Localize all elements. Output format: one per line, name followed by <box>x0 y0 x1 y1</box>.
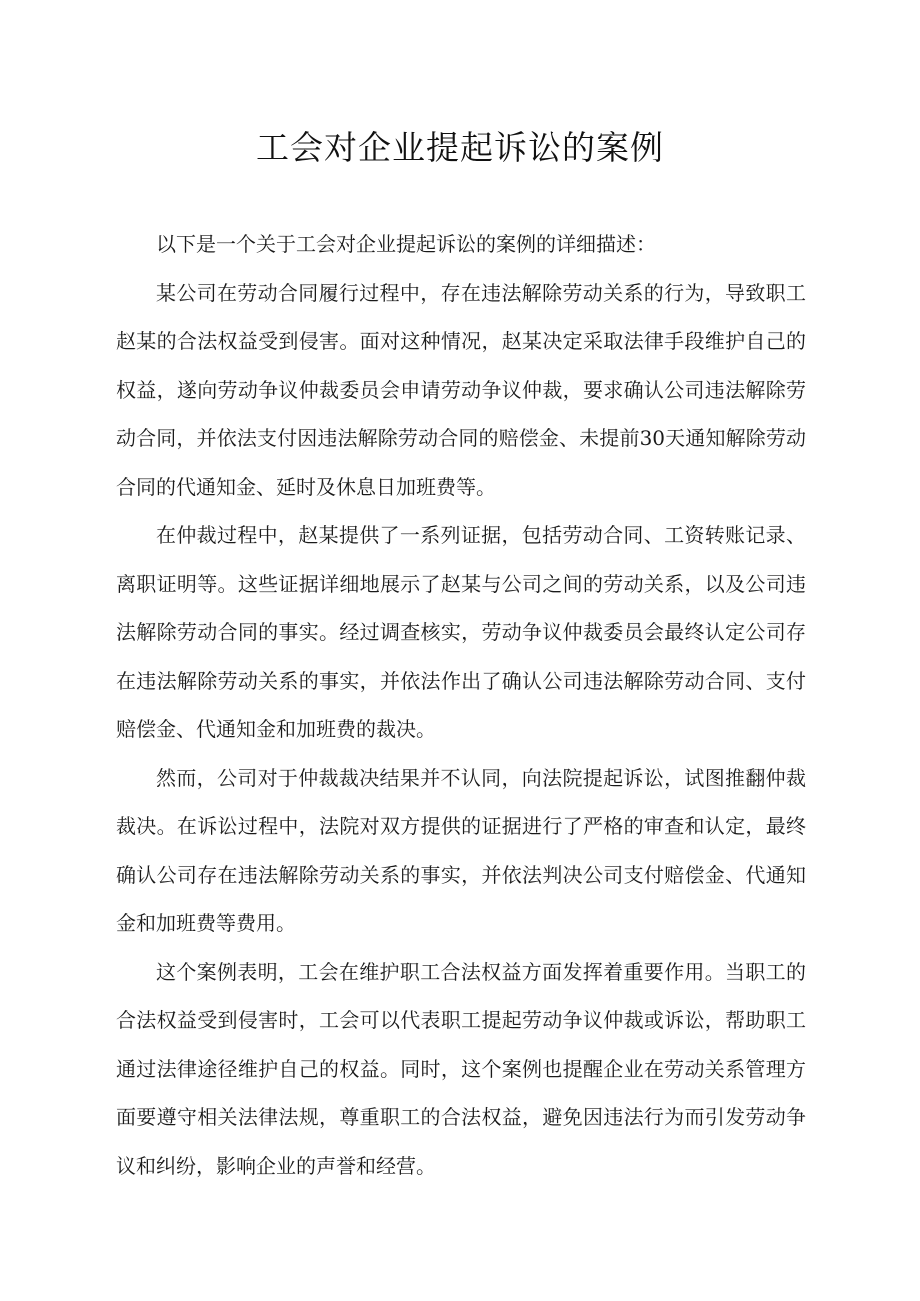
paragraph-litigation: 然而，公司对于仲裁裁决结果并不认同，向法院提起诉讼，试图推翻仲裁裁决。在诉讼过程中，法院对双方提供的证据进行了严格的审查和认定，最终确认公司存在违法解除劳动关系的事实，并依法判决公司支付赔偿金、代通知金和加班费等费用。 <box>116 765 806 935</box>
paragraph-arbitration: 在仲裁过程中，赵某提供了一系列证据，包括劳动合同、工资转账记录、离职证明等。这些证据详细地展示了赵某与公司之间的劳动关系，以及公司违法解除劳动合同的事实。经过调查核实，劳动争议仲裁委员会最终认定公司存在违法解除劳动关系的事实，并依法作出了确认公司违法解除劳动合同、支付赔偿金、代通知金和加班费的裁决。 <box>116 523 806 741</box>
paragraph-intro: 以下是一个关于工会对企业提起诉讼的案例的详细描述： <box>156 232 656 256</box>
document-body <box>116 220 806 1190</box>
paragraph-background: 某公司在劳动合同履行过程中，存在违法解除劳动关系的行为，导致职工赵某的合法权益受到侵害。面对这种情况，赵某决定采取法律手段维护自己的权益，遂向劳动争议仲裁委员会申请劳动争议仲裁，要求确认公司违法解除劳动合同，并依法支付因违法解除劳动合同的赔偿金、未提前30天通知解除劳动合同的代通知金、延时及休息日加班费等。 <box>116 280 806 499</box>
document-title: 工会对企业提起诉讼的案例 <box>256 128 664 167</box>
paragraph-conclusion: 这个案例表明，工会在维护职工合法权益方面发挥着重要作用。当职工的合法权益受到侵害时，工会可以代表职工提起劳动争议仲裁或诉讼，帮助职工通过法律途径维护自己的权益。同时，这个案例也提醒企业在劳动关系管理方面要遵守相关法律法规，尊重职工的合法权益，避免因违法行为而引发劳动争议和纠纷，影响企业的声誉和经营。 <box>116 959 806 1178</box>
